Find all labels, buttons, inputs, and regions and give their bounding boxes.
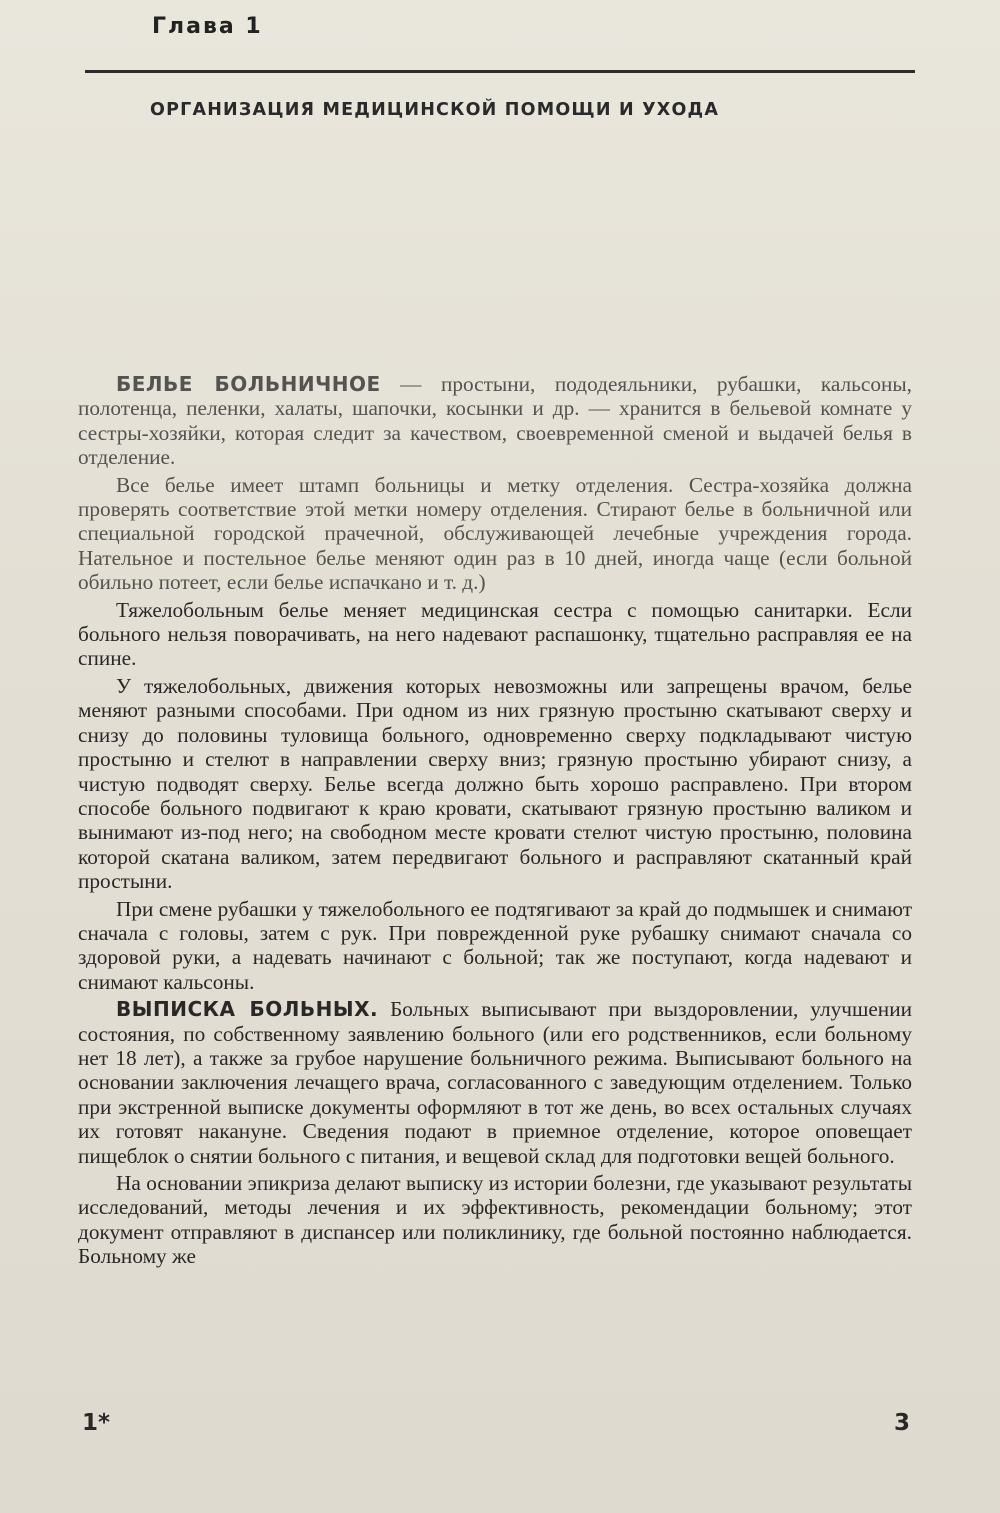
term-heading: БЕЛЬЕ БОЛЬНИЧНОЕ [116, 372, 381, 396]
paragraph: Все белье имеет штамп больницы и метку отделения. Сестра-хозяйка должна проверять соответствие этой метки номеру отделения. Стирают белье в больничной или специальной городской прачечной, обслуживающей лечебные учреждения города. Нательное и постельное белье меняют один раз в 10 дней, иногда чаще (если больной обильно потеет, если белье испачкано и т. д.) [78, 472, 912, 595]
paragraph: БЕЛЬЕ БОЛЬНИЧНОЕ — простыни, пододеяльники, рубашки, кальсоны, полотенца, пеленки, халаты, шапочки, косынки и др. — хранится в бельевой комнате у сестры-хозяйки, которая следит за качеством, своевременной сменой и выдачей белья в отделение. [78, 372, 913, 470]
paragraph: ВЫПИСКА БОЛЬНЫХ. Больных выписывают при выздоровлении, улучшении состояния, по собственному заявлению больного (или его родственников, если больному нет 18 лет), а также за грубое нарушение больничного режима. Выписывают больного на основании заключения лечащего врача, согласованного с заведующим отделением. Только при экстренной выписке документы оформляют в тот же день, во всех остальных случаях их готовят накануне. Сведения подают в приемное отделение, которое оповещает пищеблок о снятии больного с питания, и вещевой склад для подготовки вещей больного. [78, 997, 912, 1168]
chapter-label: Глава 1 [152, 14, 263, 39]
paragraph: На основании эпикриза делают выписку из истории болезни, где указывают результаты исследований, методы лечения и их эффективность, рекомендации больному; этот документ отправляют в диспансер или поликлинику, где больной постоянно наблюдается. Больному же [78, 1171, 912, 1269]
term-heading: ВЫПИСКА БОЛЬНЫХ. [116, 997, 379, 1022]
paragraph: У тяжелобольных, движения которых невозможны или запрещены врачом, белье меняют разными способами. При одном из них грязную простыню скатывают сверху и снизу до половины туловища больного, одновременно сверху подкладывают чистую простыню и стелют в направлении сверху вниз; грязную простыню убирают снизу, а чистую подводят сверху. Белье всегда должно быть хорошо расправлено. При втором способе больного подвигают к краю кровати, скатывают грязную простыню валиком и вынимают из-под него; на свободном месте кровати стелют чистую простыню, половина которой скатана валиком, затем передвигают больного и расправляют скатанный край простыни. [78, 673, 912, 894]
paragraph: При смене рубашки у тяжелобольного ее подтягивают за край до подмышек и снимают сначала с головы, затем с рук. При поврежденной руке рубашку снимают сначала со здоровой руки, а надевать начинают с больной; так же поступают, когда надевают и снимают кальсоны. [78, 896, 912, 994]
paragraph: Тяжелобольным белье меняет медицинская сестра с помощью санитарки. Если больного нельзя поворачивать, на него надевают распашонку, тщательно расправляя ее на спине. [78, 597, 912, 671]
body-text [78, 372, 912, 1272]
page-number: 3 [894, 1410, 911, 1436]
header-rule [85, 70, 915, 73]
signature-mark: 1* [82, 1410, 111, 1436]
chapter-title: ОРГАНИЗАЦИЯ МЕДИЦИНСКОЙ ПОМОЩИ И УХОДА [150, 100, 720, 120]
